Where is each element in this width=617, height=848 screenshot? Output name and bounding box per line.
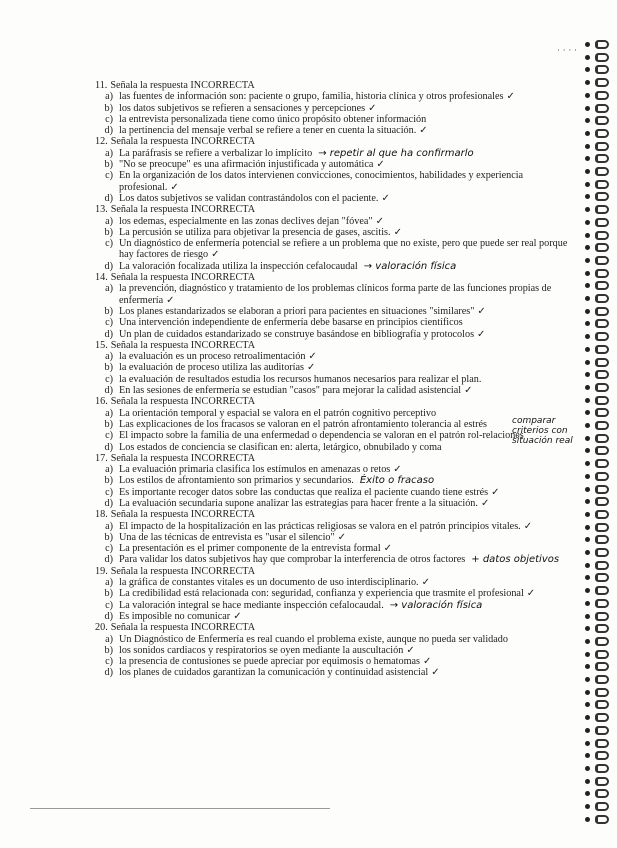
option-letter: a): [105, 215, 113, 227]
option-body: [119, 634, 508, 645]
question-number: 19.: [95, 565, 108, 577]
option-text: En la organización de los datos intervienen convicciones, conocimientos, habilidades y experiencia profesional.: [119, 170, 524, 193]
option-text: Es imposible no comunicar: [119, 610, 231, 622]
question-text: Señala la respuesta INCORRECTA: [110, 622, 256, 634]
option-text: Los estados de conciencia se clasifican en: alerta, letárgico, obnubilado y coma: [119, 441, 442, 453]
spiral-ring: [595, 53, 609, 62]
answer-option: [95, 600, 575, 611]
answer-option: [95, 114, 575, 125]
option-text: Para validar los datos subjetivos hay que comprobar la interferencia de otros factores: [119, 554, 466, 566]
option-letter: d): [104, 125, 113, 137]
option-text: Un diagnóstico de enfermería potencial se refiere a un problema que no existe, pero que puede ser real porque hay factores de riesgo: [119, 238, 568, 261]
option-body: [119, 148, 474, 159]
option-body: [119, 362, 315, 373]
spiral-ring: [595, 751, 609, 760]
checkmark-icon: ✓: [423, 656, 432, 668]
option-text: la pertinencia del mensaje verbal se refiere a tener en cuenta la situación.: [119, 125, 417, 137]
answer-option: [95, 159, 575, 170]
spiral-ring: [595, 78, 609, 87]
checkmark-icon: ✓: [233, 610, 242, 622]
answer-option: [95, 498, 575, 509]
question-block: [95, 80, 575, 136]
question-number: 18.: [95, 509, 108, 521]
option-body: [119, 114, 426, 125]
spiral-ring: [595, 40, 609, 49]
spiral-binding: [587, 40, 609, 830]
spiral-ring: [595, 231, 609, 240]
question-text: Señala la respuesta INCORRECTA: [110, 339, 256, 351]
question-title: [95, 396, 575, 407]
option-letter: c): [105, 170, 113, 182]
option-body: [119, 464, 402, 475]
spiral-ring: [595, 637, 609, 646]
spiral-ring: [595, 713, 609, 722]
question-title: [95, 204, 575, 215]
question-block: [95, 136, 575, 204]
option-text: Un plan de cuidados estandarizado se construye basándose en bibliografía y protocolos: [119, 328, 475, 340]
answer-option: [95, 227, 575, 238]
answer-option: [95, 170, 575, 193]
option-letter: c): [105, 656, 113, 668]
option-body: [119, 238, 575, 261]
question-number: 13.: [95, 204, 108, 216]
checkmark-icon: ✓: [376, 159, 385, 171]
spiral-ring: [595, 129, 609, 138]
answer-option: [95, 611, 575, 622]
answer-option: [95, 475, 575, 486]
checkmark-icon: ✓: [393, 464, 402, 476]
option-letter: d): [104, 667, 113, 679]
option-text: Los estilos de afrontamiento son primarios y secundarios.: [119, 475, 354, 487]
answer-option: [95, 656, 575, 667]
spiral-ring: [595, 485, 609, 494]
option-text: la evaluación de resultados estudia los recursos humanos necesarios para realizar el plan.: [119, 373, 482, 385]
option-letter: b): [104, 305, 113, 317]
spiral-ring: [595, 561, 609, 570]
option-body: [119, 521, 532, 532]
spiral-ring: [595, 281, 609, 290]
option-text: Las explicaciones de los fracasos se valoran en el patrón afrontamiento tolerancia al estrés: [119, 418, 488, 430]
answer-option: [95, 306, 575, 317]
question-title: [95, 340, 575, 351]
option-letter: a): [105, 147, 113, 159]
question-title: [95, 566, 575, 577]
option-text: Los datos subjetivos se validan contrastándolos con el paciente.: [119, 192, 379, 204]
question-number: 12.: [95, 136, 108, 148]
question-number: 20.: [95, 622, 108, 634]
option-body: [119, 216, 384, 227]
question-number: 15.: [95, 339, 108, 351]
option-body: [119, 227, 402, 238]
answer-option: [95, 374, 575, 385]
checkmark-icon: ✓: [170, 181, 179, 193]
answer-option: [95, 148, 575, 159]
option-letter: c): [105, 430, 113, 442]
answer-option: [95, 125, 575, 136]
spiral-ring: [595, 815, 609, 824]
handwritten-note: Éxito o fracaso: [359, 475, 435, 487]
answer-option: [95, 667, 575, 678]
option-body: [119, 385, 473, 396]
spiral-ring: [595, 675, 609, 684]
option-letter: d): [104, 328, 113, 340]
option-letter: b): [104, 644, 113, 656]
option-body: [119, 588, 535, 599]
checkmark-icon: ✓: [393, 226, 402, 238]
option-text: la gráfica de constantes vitales es un documento de uso interdisciplinario.: [119, 577, 419, 589]
answer-option: [95, 554, 575, 565]
answer-option: [95, 329, 575, 340]
option-letter: c): [105, 486, 113, 498]
spiral-ring: [595, 624, 609, 633]
checkmark-icon: ✓: [308, 351, 317, 363]
checkmark-icon: ✓: [477, 328, 486, 340]
answer-option: [95, 193, 575, 204]
option-text: Un Diagnóstico de Enfermería es real cuando el problema existe, aunque no pueda ser validado: [119, 633, 508, 645]
option-body: [119, 193, 390, 204]
option-letter: a): [105, 577, 113, 589]
spiral-ring: [595, 205, 609, 214]
option-text: La orientación temporal y espacial se valora en el patrón cognitivo perceptivo: [119, 407, 437, 419]
spiral-ring: [595, 472, 609, 481]
spiral-ring: [595, 154, 609, 163]
option-letter: d): [104, 192, 113, 204]
handwritten-note: → repetir al que ha confirmarlo: [318, 147, 474, 159]
question-text: Señala la respuesta INCORRECTA: [110, 204, 256, 216]
spiral-ring: [595, 700, 609, 709]
option-text: Una de las técnicas de entrevista es "usar el silencio": [119, 531, 335, 543]
spiral-ring: [595, 434, 609, 443]
handwritten-note: → valoración física: [389, 599, 483, 611]
answer-option: [95, 521, 575, 532]
checkmark-icon: ✓: [406, 644, 415, 656]
option-text: las fuentes de información son: paciente o grupo, familia, historia clínica y otros profesionales: [119, 91, 504, 103]
bottom-line: [30, 808, 330, 809]
option-body: [119, 419, 487, 430]
option-body: [119, 125, 428, 136]
option-body: [119, 554, 559, 565]
spiral-ring: [595, 218, 609, 227]
option-letter: d): [104, 554, 113, 566]
checkmark-icon: ✓: [307, 362, 316, 374]
spiral-ring: [595, 294, 609, 303]
spiral-ring: [595, 548, 609, 557]
checkmark-icon: ✓: [464, 385, 473, 397]
question-block: [95, 396, 575, 452]
checkmark-icon: ✓: [491, 486, 500, 498]
spiral-ring: [595, 104, 609, 113]
question-title: [95, 272, 575, 283]
checkmark-icon: ✓: [211, 249, 220, 261]
option-text: la entrevista personalizada tiene como único propósito obtener información: [119, 113, 427, 125]
spiral-ring: [595, 358, 609, 367]
spiral-ring: [595, 599, 609, 608]
question-text: Señala la respuesta INCORRECTA: [110, 509, 256, 521]
answer-option: [95, 216, 575, 227]
question-text: Señala la respuesta INCORRECTA: [110, 565, 256, 577]
spiral-ring: [595, 116, 609, 125]
spiral-ring: [595, 459, 609, 468]
option-text: la prevención, diagnóstico y tratamiento de los problemas clínicos forma parte de las funciones propias de enfermería: [119, 283, 552, 306]
handwritten-note: → valoración física: [363, 260, 457, 272]
option-letter: b): [104, 531, 113, 543]
answer-option: [95, 362, 575, 373]
checkmark-icon: ✓: [431, 667, 440, 679]
option-letter: a): [105, 283, 113, 295]
option-letter: c): [105, 373, 113, 385]
option-body: [119, 103, 377, 114]
spiral-ring: [595, 180, 609, 189]
option-body: [119, 498, 489, 509]
answer-option: [95, 645, 575, 656]
question-number: 14.: [95, 272, 108, 284]
option-letter: d): [104, 260, 113, 272]
checkmark-icon: ✓: [421, 577, 430, 589]
spiral-ring: [595, 688, 609, 697]
answer-option: [95, 317, 575, 328]
option-body: [119, 577, 430, 588]
option-body: [119, 442, 442, 453]
question-title: [95, 80, 575, 91]
spiral-ring: [595, 612, 609, 621]
option-letter: d): [104, 385, 113, 397]
option-body: [119, 329, 485, 340]
spiral-ring: [595, 396, 609, 405]
option-letter: c): [105, 599, 113, 611]
checkmark-icon: ✓: [523, 520, 533, 532]
checkmark-icon: ✓: [166, 294, 175, 306]
spiral-ring: [595, 764, 609, 773]
answer-option: [95, 577, 575, 588]
answer-option: [95, 442, 575, 453]
option-text: La paráfrasis se refiere a verbalizar lo implícito: [119, 147, 313, 159]
question-block: [95, 340, 575, 396]
answer-option: [95, 419, 575, 430]
option-body: [119, 170, 575, 193]
option-text: los sonidos cardiacos y respiratorios se oyen mediante la auscultación: [119, 644, 404, 656]
answer-option: [95, 238, 575, 261]
spiral-ring: [595, 269, 609, 278]
checkmark-icon: ✓: [383, 543, 393, 555]
spiral-ring: [595, 91, 609, 100]
option-letter: d): [104, 441, 113, 453]
answer-option: [95, 408, 575, 419]
checkmark-icon: ✓: [506, 91, 515, 103]
question-block: [95, 453, 575, 509]
option-letter: d): [104, 610, 113, 622]
question-text: Señala la respuesta INCORRECTA: [110, 136, 256, 148]
option-text: Es importante recoger datos sobre las conductas que realiza el paciente cuando tiene estrés: [119, 486, 489, 498]
option-text: La evaluación primaria clasifica los estímulos en amenazas o retos: [119, 464, 391, 476]
answer-option: [95, 351, 575, 362]
answer-option: [95, 91, 575, 102]
question-text: Señala la respuesta INCORRECTA: [110, 272, 256, 284]
option-body: [119, 532, 346, 543]
checkmark-icon: ✓: [480, 497, 490, 509]
option-text: En las sesiones de enfermería se estudian "casos" para mejorar la calidad asistencial: [119, 385, 462, 397]
spiral-ring: [595, 662, 609, 671]
answer-option: [95, 532, 575, 543]
handwritten-note: + datos objetivos: [471, 554, 560, 566]
option-text: Los planes estandarizados se elaboran a priori para pacientes en situaciones "similares": [119, 305, 475, 317]
spiral-ring: [595, 167, 609, 176]
spiral-ring: [595, 408, 609, 417]
spiral-ring: [595, 383, 609, 392]
option-text: los datos subjetivos se refieren a sensaciones y percepciones: [119, 102, 366, 114]
spiral-ring: [595, 789, 609, 798]
margin-note-q15: comparar criterios con situación real: [512, 416, 573, 446]
option-text: La valoración focalizada utiliza la inspección cefalocaudal: [119, 260, 358, 272]
option-letter: a): [105, 91, 113, 103]
spiral-ring: [595, 523, 609, 532]
spiral-ring: [595, 497, 609, 506]
option-letter: a): [105, 464, 113, 476]
question-number: 11.: [95, 80, 108, 91]
option-text: los edemas, especialmente en las zonas declives dejan "fóvea": [119, 215, 373, 227]
answer-option: [95, 261, 575, 272]
option-letter: a): [105, 407, 113, 419]
option-letter: a): [105, 520, 113, 532]
option-body: [119, 430, 524, 441]
spiral-ring: [595, 256, 609, 265]
spiral-ring: [595, 345, 609, 354]
option-body: [119, 656, 431, 667]
spiral-ring: [595, 307, 609, 316]
option-letter: c): [105, 238, 113, 250]
option-text: La credibilidad está relacionada con: seguridad, confianza y experiencia que trasmite el profesional: [119, 588, 524, 600]
option-letter: b): [104, 362, 113, 374]
option-body: [119, 306, 486, 317]
spiral-ring: [595, 573, 609, 582]
option-body: [119, 487, 500, 498]
option-text: "No se preocupe" es una afirmación injustificada y automática: [119, 159, 374, 171]
option-body: [119, 645, 415, 656]
option-text: Una intervención independiente de enfermería debe basarse en principios científicos: [119, 317, 463, 329]
option-letter: c): [105, 113, 113, 125]
option-text: la presencia de contusiones se puede apreciar por equimosis o hematomas: [119, 656, 420, 668]
checkmark-icon: ✓: [477, 305, 486, 317]
option-body: [119, 261, 456, 272]
option-letter: b): [104, 418, 113, 430]
question-number: 17.: [95, 452, 108, 464]
option-letter: b): [104, 102, 113, 114]
spiral-ring: [595, 446, 609, 455]
question-text: Señala la respuesta INCORRECTA: [110, 396, 256, 408]
spiral-ring: [595, 243, 609, 252]
spiral-ring: [595, 726, 609, 735]
option-body: [119, 667, 440, 678]
answer-option: [95, 464, 575, 475]
spiral-ring: [595, 802, 609, 811]
question-title: [95, 136, 575, 147]
option-letter: b): [104, 226, 113, 238]
question-title: [95, 622, 575, 633]
checkmark-icon: ✓: [337, 531, 347, 543]
checkmark-icon: ✓: [381, 192, 390, 204]
answer-option: [95, 634, 575, 645]
question-block: [95, 509, 575, 565]
option-body: [119, 611, 242, 622]
option-text: La presentación es el primer componente de la entrevista formal: [119, 543, 381, 555]
question-block: [95, 622, 575, 678]
option-body: [119, 408, 436, 419]
option-body: [119, 283, 575, 306]
answer-option: [95, 103, 575, 114]
option-body: [119, 543, 392, 554]
option-letter: b): [104, 475, 113, 487]
answer-option: [95, 283, 575, 306]
option-body: [119, 159, 385, 170]
spiral-ring: [595, 421, 609, 430]
option-text: la evaluación de proceso utiliza las auditorías: [119, 362, 305, 374]
option-text: la evaluación es un proceso retroalimentación: [119, 351, 306, 363]
option-text: El impacto de la hospitalización en las prácticas religiosas se valora en el patrón principios vitales.: [119, 520, 521, 532]
checkmark-icon: ✓: [526, 588, 536, 600]
option-body: [119, 600, 482, 611]
option-body: [119, 351, 317, 362]
spiral-ring: [595, 777, 609, 786]
answer-option: [95, 385, 575, 396]
option-text: los planes de cuidados garantizan la comunicación y continuidad asistencial: [119, 667, 429, 679]
spiral-ring: [595, 370, 609, 379]
question-block: [95, 204, 575, 272]
spiral-ring: [595, 65, 609, 74]
spiral-ring: [595, 142, 609, 151]
question-block: [95, 566, 575, 622]
answer-option: [95, 588, 575, 599]
spiral-ring: [595, 319, 609, 328]
option-letter: d): [104, 497, 113, 509]
option-text: La percusión se utiliza para objetivar la presencia de gases, ascitis.: [119, 226, 391, 238]
spiral-ring: [595, 510, 609, 519]
option-text: El impacto sobre la familia de una enfermedad o dependencia se valoran en el patrón rol-relaciones: [119, 430, 524, 442]
question-title: [95, 509, 575, 520]
checkmark-icon: ✓: [419, 125, 428, 137]
option-body: [119, 91, 515, 102]
question-block: [95, 272, 575, 340]
checkmark-icon: ✓: [375, 215, 384, 227]
question-text: Señala la respuesta INCORRECTA: [110, 80, 255, 91]
option-body: [119, 475, 434, 486]
option-letter: a): [105, 633, 113, 645]
spiral-ring: [595, 192, 609, 201]
option-body: [119, 317, 463, 328]
option-body: [119, 374, 481, 385]
option-text: La valoración integral se hace mediante inspección cefalocaudal.: [119, 599, 384, 611]
checkmark-icon: ✓: [368, 102, 377, 114]
spiral-ring: [595, 332, 609, 341]
option-text: La evaluación secundaria supone analizar las estrategias para hacer frente a la situación.: [119, 497, 478, 509]
spiral-ring: [595, 586, 609, 595]
option-letter: b): [104, 588, 113, 600]
corner-mark: · · · ·: [556, 46, 577, 56]
option-letter: b): [104, 159, 113, 171]
answer-option: [95, 430, 575, 441]
exam-questions: [95, 80, 575, 679]
option-letter: c): [105, 317, 113, 329]
spiral-ring: [595, 650, 609, 659]
question-title: [95, 453, 575, 464]
spiral-ring: [595, 739, 609, 748]
answer-option: [95, 543, 575, 554]
answer-option: [95, 487, 575, 498]
option-letter: c): [105, 543, 113, 555]
option-letter: a): [105, 351, 113, 363]
spiral-ring: [595, 535, 609, 544]
question-text: Señala la respuesta INCORRECTA: [110, 452, 256, 464]
question-number: 16.: [95, 396, 108, 408]
